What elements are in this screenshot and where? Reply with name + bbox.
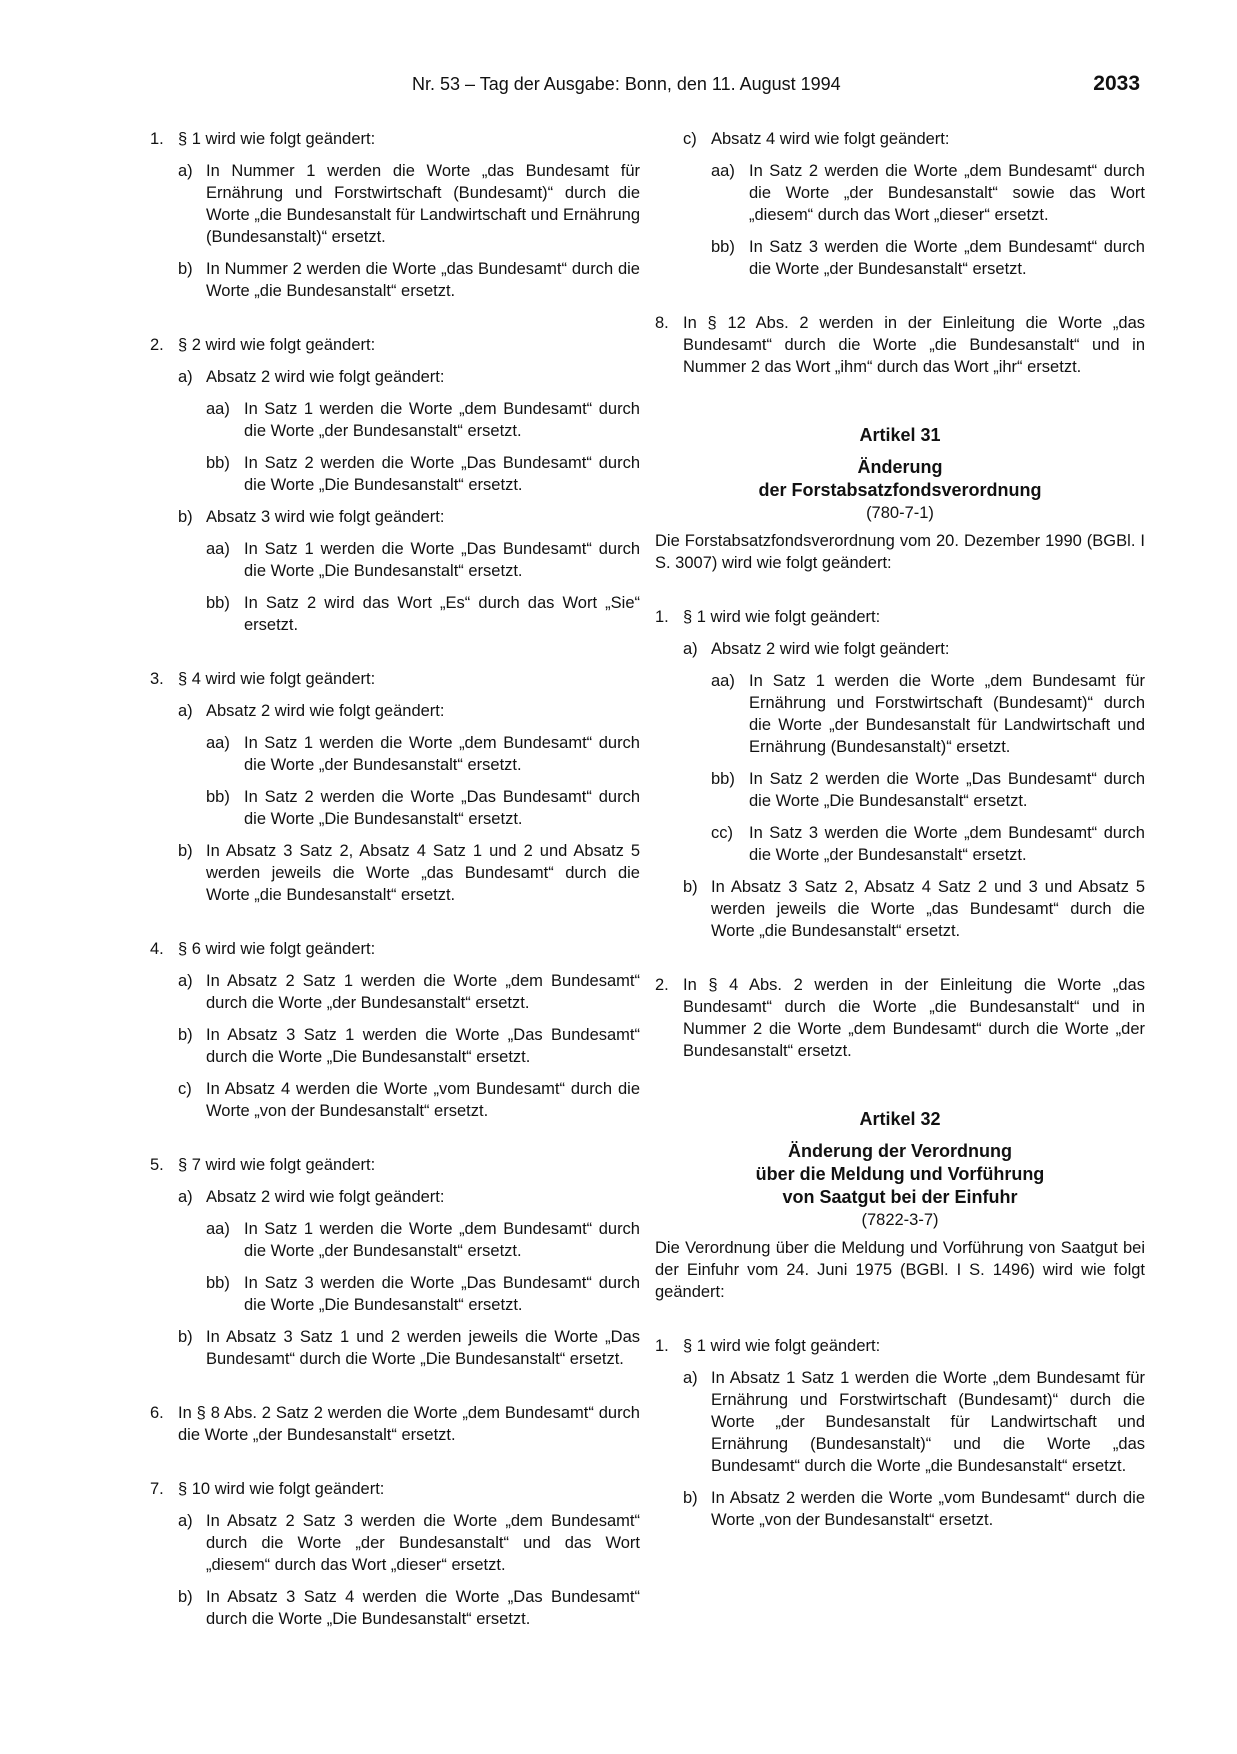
article-reference: (7822-3-7) [861, 1211, 939, 1229]
item-number: 8. [655, 314, 669, 332]
list-item [150, 700, 640, 722]
item-text: In Nummer 2 werden die Worte „das Bundesamt“ durch die Worte „die Bundesanstalt“ ersetzt. [206, 260, 640, 300]
item-label: b) [683, 1489, 698, 1507]
item-label: a) [683, 1369, 698, 1387]
item-text: § 7 wird wie folgt geändert: [178, 1156, 376, 1174]
item-text: In Absatz 2 Satz 3 werden die Worte „dem Bundesamt“ durch die Worte „der Bundesanstalt“ und das Wort „diesem“ durch das Wort „dieser“ ersetzt. [206, 1512, 640, 1574]
item-number: 3. [150, 670, 164, 688]
item-number: 6. [150, 1404, 164, 1422]
list-item [150, 786, 640, 830]
item-text: In Satz 2 werden die Worte „Das Bundesamt“ durch die Worte „Die Bundesanstalt“ ersetzt. [749, 770, 1145, 810]
list-item [150, 506, 640, 528]
item-text: Absatz 2 wird wie folgt geändert: [206, 368, 445, 386]
item-text: In Absatz 2 Satz 1 werden die Worte „dem Bundesamt“ durch die Worte „der Bundesanstalt“ ersetzt. [206, 972, 640, 1012]
list-item [150, 334, 640, 356]
item-text: In Absatz 3 Satz 2, Absatz 4 Satz 2 und 3 und Absatz 5 werden jeweils die Worte „das Bundesamt“ durch die Worte „die Bundesanstalt“ ersetzt. [711, 878, 1145, 940]
item-label: b) [178, 842, 193, 860]
item-text: In Satz 3 werden die Worte „dem Bundesamt“ durch die Worte „der Bundesanstalt“ ersetzt. [749, 238, 1145, 278]
item-label: c) [683, 130, 697, 148]
list-item [150, 1024, 640, 1068]
article-32 [655, 1108, 1145, 1531]
item-label: bb) [206, 1274, 230, 1292]
item-label: aa) [206, 540, 230, 558]
article-title: Artikel 32 [859, 1109, 941, 1129]
article-intro: Die Verordnung über die Meldung und Vorführung von Saatgut bei der Einfuhr vom 24. Juni 1975 (BGBl. I S. 1496) wird wie folgt geändert: [655, 1239, 1145, 1301]
item-number: 2. [150, 336, 164, 354]
item-label: b) [178, 508, 193, 526]
list-item [150, 1186, 640, 1208]
item-text: § 1 wird wie folgt geändert: [683, 1337, 881, 1355]
article-subtitle: über die Meldung und Vorführung [755, 1164, 1045, 1184]
item-text: Absatz 2 wird wie folgt geändert: [206, 1188, 445, 1206]
list-item [655, 1367, 1145, 1477]
page-number: 2033 [1093, 72, 1140, 95]
item-label: a) [178, 972, 193, 990]
article-subtitle: Änderung der Verordnung [787, 1141, 1012, 1161]
item-text: § 1 wird wie folgt geändert: [178, 130, 376, 148]
item-label: a) [178, 1188, 193, 1206]
item-number: 1. [150, 130, 164, 148]
list-item [655, 606, 1145, 628]
item-text: In Satz 1 werden die Worte „dem Bundesamt für Ernährung und Forstwirtschaft (Bundesamt)“ durch die Worte „der Bundesanstalt für Landwirtschaft und Ernährung (Bundesanstalt)“ ersetzt. [749, 672, 1145, 756]
item-label: b) [178, 260, 193, 278]
item-text: In Absatz 4 werden die Worte „vom Bundesamt“ durch die Worte „von der Bundesanstalt“ ersetzt. [206, 1080, 640, 1120]
list-item [150, 452, 640, 496]
list-item [150, 970, 640, 1014]
list-item [150, 398, 640, 442]
list-item [150, 1402, 640, 1446]
list-item [655, 822, 1145, 866]
item-text: In Satz 3 werden die Worte „dem Bundesamt“ durch die Worte „der Bundesanstalt“ ersetzt. [749, 824, 1145, 864]
item-text: § 1 wird wie folgt geändert: [683, 608, 881, 626]
item-text: In Absatz 3 Satz 2, Absatz 4 Satz 1 und 2 und Absatz 5 werden jeweils die Worte „das Bundesamt“ durch die Worte „die Bundesanstalt“ ersetzt. [206, 842, 640, 904]
item-number: 2. [655, 976, 669, 994]
item-text: Absatz 3 wird wie folgt geändert: [206, 508, 445, 526]
list-item [150, 1510, 640, 1576]
item-label: aa) [206, 1220, 230, 1238]
item-label: c) [178, 1080, 192, 1098]
item-label: bb) [711, 238, 735, 256]
item-text: In Satz 1 werden die Worte „Das Bundesamt“ durch die Worte „Die Bundesanstalt“ ersetzt. [244, 540, 640, 580]
article-31 [655, 424, 1145, 1062]
item-label: a) [178, 162, 193, 180]
item-text: In Absatz 3 Satz 4 werden die Worte „Das Bundesamt“ durch die Worte „Die Bundesanstalt“ ersetzt. [206, 1588, 640, 1628]
list-item [150, 258, 640, 302]
list-item [150, 1078, 640, 1122]
item-text: In Satz 1 werden die Worte „dem Bundesamt“ durch die Worte „der Bundesanstalt“ ersetzt. [244, 734, 640, 774]
list-item [150, 938, 640, 960]
list-item [150, 592, 640, 636]
page-header [150, 72, 1140, 102]
item-text: In § 8 Abs. 2 Satz 2 werden die Worte „dem Bundesamt“ durch die Worte „der Bundesanstalt“ ersetzt. [178, 1404, 640, 1444]
article-intro: Die Forstabsatzfondsverordnung vom 20. Dezember 1990 (BGBl. I S. 3007) wird wie folgt geändert: [655, 532, 1145, 572]
item-number: 4. [150, 940, 164, 958]
item-text: § 6 wird wie folgt geändert: [178, 940, 376, 958]
item-text: § 2 wird wie folgt geändert: [178, 336, 376, 354]
item-text: § 4 wird wie folgt geändert: [178, 670, 376, 688]
item-label: cc) [711, 824, 733, 842]
item-text: § 10 wird wie folgt geändert: [178, 1480, 385, 1498]
item-text: In Absatz 2 werden die Worte „vom Bundesamt“ durch die Worte „von der Bundesanstalt“ ersetzt. [711, 1489, 1145, 1529]
item-label: bb) [206, 788, 230, 806]
list-item [655, 876, 1145, 942]
article-subtitle: von Saatgut bei der Einfuhr [782, 1187, 1018, 1207]
item-label: aa) [206, 400, 230, 418]
item-text: Absatz 4 wird wie folgt geändert: [711, 130, 950, 148]
item-text: In Absatz 1 Satz 1 werden die Worte „dem Bundesamt für Ernährung und Forstwirtschaft (Bundesamt)“ durch die Worte „der Bundesanstalt für Landwirtschaft und Ernährung (Bundesanstalt)“ und die Worte „das Bundesamt“ durch die Worte „die Bundesanstalt“ ersetzt. [711, 1369, 1145, 1475]
list-item [655, 670, 1145, 758]
list-item [150, 668, 640, 690]
header-text: Nr. 53 – Tag der Ausgabe: Bonn, den 11. August 1994 [412, 74, 841, 94]
item-text: In Nummer 1 werden die Worte „das Bundesamt für Ernährung und Forstwirtschaft (Bundesamt)“ durch die Worte „die Bundesanstalt für Landwirtschaft und Ernährung (Bundesanstalt)“ ersetzt. [206, 162, 640, 246]
left-column [150, 128, 640, 1630]
item-text: In § 12 Abs. 2 werden in der Einleitung die Worte „das Bundesamt“ durch die Worte „die Bundesanstalt“ und in Nummer 2 das Wort „ihm“ durch das Wort „ihr“ ersetzt. [683, 314, 1145, 376]
list-item [150, 1218, 640, 1262]
right-column [655, 128, 1145, 1531]
item-label: a) [178, 1512, 193, 1530]
list-item [655, 160, 1145, 226]
list-item [150, 1478, 640, 1500]
item-text: Absatz 2 wird wie folgt geändert: [206, 702, 445, 720]
article-reference: (780-7-1) [866, 504, 934, 522]
article-subtitle: der Forstabsatzfondsverordnung [758, 480, 1042, 500]
item-label: aa) [711, 162, 735, 180]
list-item [655, 1487, 1145, 1531]
list-item [655, 974, 1145, 1062]
item-text: In Satz 3 werden die Worte „Das Bundesamt“ durch die Worte „Die Bundesanstalt“ ersetzt. [244, 1274, 640, 1314]
item-text: In Satz 1 werden die Worte „dem Bundesamt“ durch die Worte „der Bundesanstalt“ ersetzt. [244, 400, 640, 440]
item-label: a) [178, 368, 193, 386]
item-label: b) [178, 1328, 193, 1346]
item-label: b) [683, 878, 698, 896]
item-label: a) [683, 640, 698, 658]
item-label: bb) [711, 770, 735, 788]
item-label: b) [178, 1026, 193, 1044]
item-number: 7. [150, 1480, 164, 1498]
list-item [150, 840, 640, 906]
list-item [655, 236, 1145, 280]
item-text: Absatz 2 wird wie folgt geändert: [711, 640, 950, 658]
list-item [150, 1586, 640, 1630]
list-item [150, 1326, 640, 1370]
item-number: 5. [150, 1156, 164, 1174]
item-text: In Satz 2 werden die Worte „Das Bundesamt“ durch die Worte „Die Bundesanstalt“ ersetzt. [244, 788, 640, 828]
item-label: bb) [206, 594, 230, 612]
item-text: In Absatz 3 Satz 1 und 2 werden jeweils die Worte „Das Bundesamt“ durch die Worte „Die Bundesanstalt“ ersetzt. [206, 1328, 640, 1368]
item-text: In Satz 2 werden die Worte „dem Bundesamt“ durch die Worte „der Bundesanstalt“ sowie das Wort „diesem“ durch das Wort „dieser“ ersetzt. [749, 162, 1145, 224]
item-text: In Satz 1 werden die Worte „dem Bundesamt“ durch die Worte „der Bundesanstalt“ ersetzt. [244, 1220, 640, 1260]
item-number: 1. [655, 608, 669, 626]
list-item [655, 1335, 1145, 1357]
item-text: In § 4 Abs. 2 werden in der Einleitung die Worte „das Bundesamt“ durch die Worte „die Bundesanstalt“ und in Nummer 2 die Worte „dem Bundesamt“ durch die Worte „der Bundesanstalt“ ersetzt. [683, 976, 1145, 1060]
list-item [150, 128, 640, 150]
item-text: In Satz 2 wird das Wort „Es“ durch das Wort „Sie“ ersetzt. [244, 594, 640, 634]
item-label: b) [178, 1588, 193, 1606]
item-label: bb) [206, 454, 230, 472]
item-label: aa) [206, 734, 230, 752]
item-label: aa) [711, 672, 735, 690]
list-item [150, 732, 640, 776]
item-label: a) [178, 702, 193, 720]
list-item [655, 128, 1145, 150]
list-item [150, 538, 640, 582]
article-subtitle: Änderung [857, 457, 943, 477]
item-text: In Satz 2 werden die Worte „Das Bundesamt“ durch die Worte „Die Bundesanstalt“ ersetzt. [244, 454, 640, 494]
list-item [150, 1154, 640, 1176]
item-text: In Absatz 3 Satz 1 werden die Worte „Das Bundesamt“ durch die Worte „Die Bundesanstalt“ ersetzt. [206, 1026, 640, 1066]
list-item [655, 768, 1145, 812]
list-item [655, 638, 1145, 660]
item-number: 1. [655, 1337, 669, 1355]
list-item [150, 160, 640, 248]
article-title: Artikel 31 [859, 425, 941, 445]
list-item [655, 312, 1145, 378]
list-item [150, 366, 640, 388]
list-item [150, 1272, 640, 1316]
